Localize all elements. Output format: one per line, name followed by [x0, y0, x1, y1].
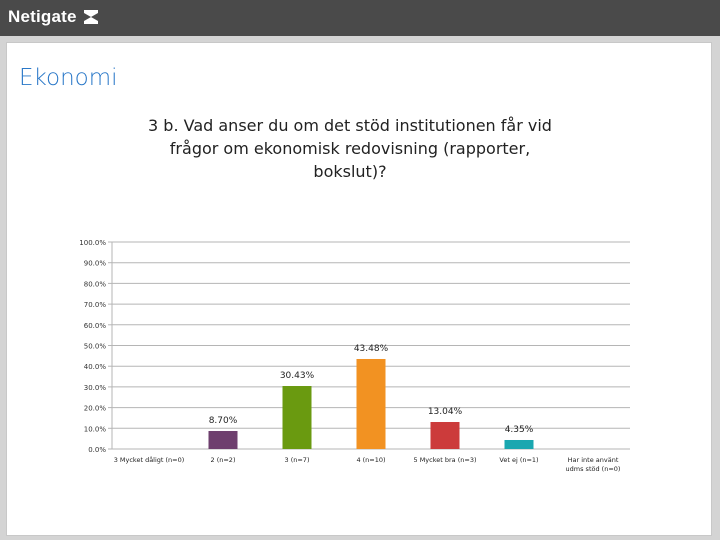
y-tick-label: 70.0%	[83, 301, 106, 310]
y-tick-label: 30.0%	[83, 383, 106, 392]
data-label: 30.43%	[279, 371, 315, 382]
y-tick-label: 20.0%	[83, 404, 106, 413]
brand-name: Netigate	[8, 7, 77, 26]
data-label: 8.70%	[208, 415, 238, 426]
bars	[209, 359, 534, 449]
x-tick-label: Vet ej (n=1)	[499, 456, 539, 464]
data-label: 13.04%	[427, 407, 463, 418]
y-tick-label: 40.0%	[83, 363, 106, 372]
bar	[209, 431, 238, 449]
page-title: Ekonomi	[19, 65, 118, 91]
y-tick-label: 50.0%	[83, 342, 106, 351]
y-axis-ticks	[79, 239, 106, 454]
x-tick-label: 3 (n=7)	[284, 456, 310, 464]
x-tick-label: 4 (n=10)	[356, 456, 386, 464]
y-tick-label: 0.0%	[88, 446, 106, 454]
y-tick-label: 80.0%	[83, 280, 106, 289]
bar	[505, 440, 534, 449]
bar	[283, 386, 312, 449]
x-tick-label: udms stöd (n=0)	[565, 465, 621, 473]
x-tick-label: 3 Mycket dåligt (n=0)	[113, 456, 185, 464]
bar	[357, 359, 386, 449]
x-tick-label: 5 Mycket bra (n=3)	[413, 456, 477, 464]
x-axis-labels	[114, 455, 621, 473]
x-tick-label: 2 (n=2)	[210, 456, 236, 464]
x-tick-label: Har inte använt	[567, 456, 619, 464]
data-label: 43.48%	[353, 343, 389, 354]
chart-title: 3 b. Vad anser du om det stöd institutionen får vid frågor om ekonomisk redovisning (rapporter, bokslut)?	[148, 116, 552, 181]
y-tick-label: 10.0%	[83, 425, 106, 434]
data-label: 4.35%	[504, 424, 534, 435]
bar	[431, 422, 460, 449]
y-tick-label: 100.0%	[79, 239, 106, 247]
y-tick-label: 90.0%	[83, 259, 106, 268]
y-tick-label: 60.0%	[83, 321, 106, 330]
